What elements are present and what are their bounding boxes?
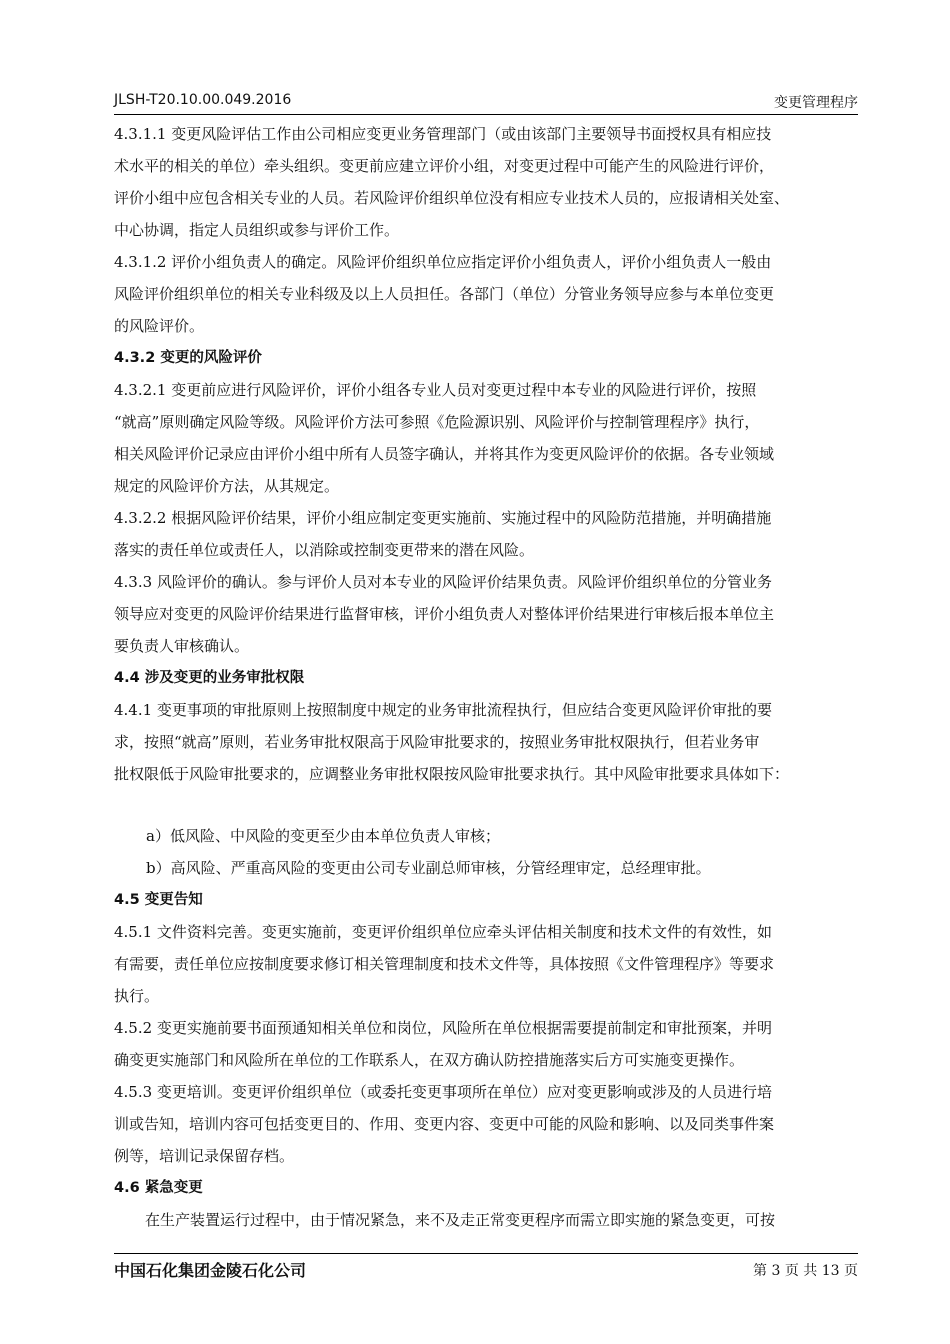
page-number: 第 3 页 共 13 页 [753, 1263, 858, 1279]
body-line: 4.3.2.2 根据风险评价结果，评价小组应制定变更实施前、实施过程中的风险防范措施，并明确措施 [114, 509, 772, 527]
body-line: 评价小组中应包含相关专业的人员。若风险评价组织单位没有相应专业技术人员的，应报请相关处室、 [114, 189, 790, 207]
document-code: JLSH-T20.10.00.049.2016 [114, 92, 292, 108]
body-line: 求，按照“就高”原则，若业务审批权限高于风险审批要求的，按照业务审批权限执行，但若业务审 [114, 733, 760, 751]
body-line: 训或告知，培训内容可包括变更目的、作用、变更内容、变更中可能的风险和影响、以及同类事件案 [114, 1115, 775, 1133]
body-line: 术水平的相关的单位）牵头组织。变更前应建立评价小组，对变更过程中可能产生的风险进行评价， [114, 157, 775, 175]
body-line: 例等，培训记录保留存档。 [114, 1147, 295, 1165]
body-line: 4.3.1.1 变更风险评估工作由公司相应变更业务管理部门（或由该部门主要领导书面授权具有相应技 [114, 125, 772, 143]
body-line: 执行。 [114, 987, 160, 1005]
page-footer [114, 1256, 858, 1284]
body-line: 4.3.1.2 评价小组负责人的确定。风险评价组织单位应指定评价小组负责人，评价小组负责人一般由 [114, 253, 772, 271]
body-line: 落实的责任单位或责任人，以消除或控制变更带来的潜在风险。 [114, 541, 535, 559]
body-line: 批权限低于风险审批要求的，应调整业务审批权限按风险审批要求执行。其中风险审批要求具体如下： [114, 765, 790, 783]
list-item: a）低风险、中风险的变更至少由本单位负责人审核； [146, 827, 500, 845]
body-line: 4.3.2.1 变更前应进行风险评价，评价小组各专业人员对变更过程中本专业的风险进行评价，按照 [114, 381, 757, 399]
body-line: 的风险评价。 [114, 317, 205, 335]
section-heading: 4.3.2 变更的风险评价 [114, 350, 262, 366]
section-heading: 4.5 变更告知 [114, 892, 203, 908]
page-header [114, 88, 858, 114]
document-title: 变更管理程序 [774, 95, 858, 111]
footer-divider [114, 1253, 858, 1254]
body-line: 相关风险评价记录应由评价小组中所有人员签字确认，并将其作为变更风险评价的依据。各专业领域 [114, 445, 775, 463]
document-body [114, 118, 860, 1236]
section-heading: 4.4 涉及变更的业务审批权限 [114, 670, 305, 686]
body-line: 4.3.3 风险评价的确认。参与评价人员对本专业的风险评价结果负责。风险评价组织单位的分管业务 [114, 573, 772, 591]
body-line: 规定的风险评价方法，从其规定。 [114, 477, 340, 495]
body-line: 4.5.2 变更实施前要书面预通知相关单位和岗位，风险所在单位根据需要提前制定和审批预案，并明 [114, 1019, 772, 1037]
paragraph-gap [114, 790, 860, 820]
body-line: 要负责人审核确认。 [114, 637, 250, 655]
body-line: 领导应对变更的风险评价结果进行监督审核，评价小组负责人对整体评价结果进行审核后报本单位主 [114, 605, 775, 623]
body-line: “就高”原则确定风险等级。风险评价方法可参照《危险源识别、风险评价与控制管理程序》执行， [114, 413, 760, 431]
body-line: 4.5.3 变更培训。变更评价组织单位（或委托变更事项所在单位）应对变更影响或涉及的人员进行培 [114, 1083, 772, 1101]
body-line: 风险评价组织单位的相关专业科级及以上人员担任。各部门（单位）分管业务领导应参与本单位变更 [114, 285, 775, 303]
body-line: 在生产装置运行过程中，由于情况紧急，来不及走正常变更程序而需立即实施的紧急变更，可按 [145, 1211, 776, 1229]
body-line: 确变更实施部门和风险所在单位的工作联系人，在双方确认防控措施落实后方可实施变更操作。 [114, 1051, 745, 1069]
body-line: 4.5.1 文件资料完善。变更实施前，变更评价组织单位应牵头评估相关制度和技术文件的有效性，如 [114, 923, 772, 941]
list-item: b）高风险、严重高风险的变更由公司专业副总师审核，分管经理审定，总经理审批。 [146, 859, 711, 877]
company-name: 中国石化集团金陵石化公司 [114, 1261, 307, 1280]
body-line: 4.4.1 变更事项的审批原则上按照制度中规定的业务审批流程执行，但应结合变更风险评价审批的要 [114, 701, 772, 719]
body-line: 中心协调，指定人员组织或参与评价工作。 [114, 221, 400, 239]
section-heading: 4.6 紧急变更 [114, 1180, 203, 1196]
body-line: 有需要，责任单位应按制度要求修订相关管理制度和技术文件等，具体按照《文件管理程序》等要求 [114, 955, 775, 973]
header-divider [114, 114, 858, 115]
